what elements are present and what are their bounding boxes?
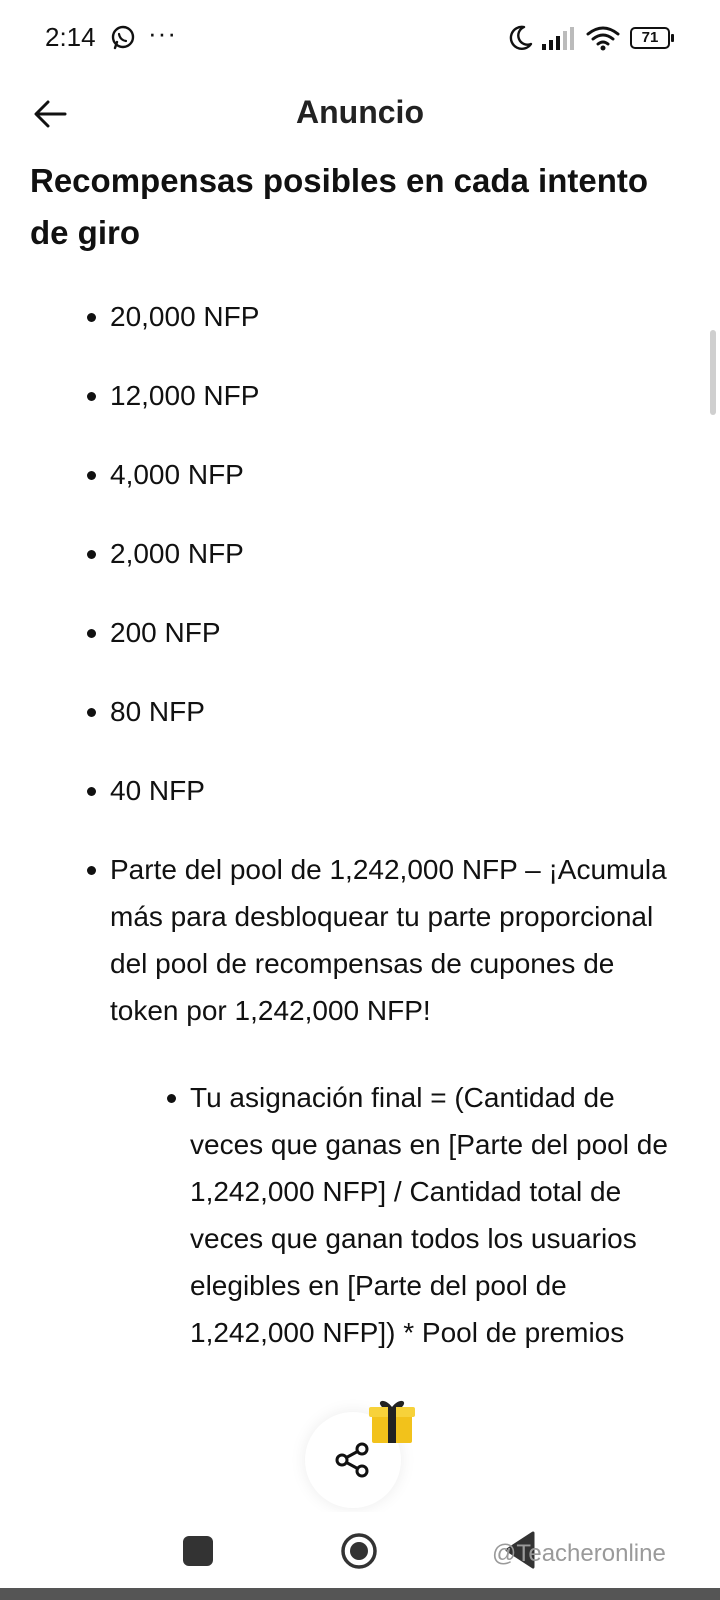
page-title: Anuncio (296, 94, 424, 130)
scrollbar[interactable] (710, 330, 716, 415)
section-title: Recompensas posibles en cada intento de giro (30, 162, 649, 251)
sub-list-item: Tu asignación final = (Cantidad de veces que ganas en [Parte del pool de 1,242,000 NFP] / Cantidad total de veces que ganan todos los usuarios elegibles en [Parte del pool de 1,242,000 NFP]) * Pool de premios (110, 1074, 690, 1356)
list-item: 80 NFP (30, 688, 690, 735)
list-item-pool (30, 846, 690, 1356)
battery-icon: 71 (630, 27, 670, 49)
pool-text: Parte del pool de 1,242,000 NFP – ¡Acumula más para desbloquear tu parte proporcional del pool de recompensas de cupones de token por 1,242,000 NFP! (110, 854, 667, 1026)
signal-icon (540, 26, 576, 52)
list-item: 2,000 NFP (30, 530, 690, 577)
home-icon[interactable] (340, 1532, 378, 1570)
gift-icon[interactable] (366, 1395, 418, 1447)
system-nav-bar (0, 1512, 720, 1588)
list-item: 40 NFP (30, 767, 690, 814)
sub-list (110, 1074, 690, 1356)
recent-apps-icon[interactable] (183, 1536, 213, 1566)
status-time: 2:14 (45, 22, 96, 52)
watermark: @Teacheronline (492, 1540, 666, 1567)
app-header (0, 80, 720, 150)
bottom-strip (0, 1588, 720, 1600)
rewards-list (30, 293, 690, 1356)
more-notifications-icon: ··· (148, 18, 177, 48)
whatsapp-icon (110, 25, 136, 51)
status-bar (0, 0, 720, 80)
list-item: 12,000 NFP (30, 372, 690, 419)
list-item: 4,000 NFP (30, 451, 690, 498)
moon-icon (506, 24, 534, 52)
wifi-icon (586, 24, 620, 52)
list-item: 200 NFP (30, 609, 690, 656)
list-item: 20,000 NFP (30, 293, 690, 340)
announcement-content (30, 155, 690, 1388)
